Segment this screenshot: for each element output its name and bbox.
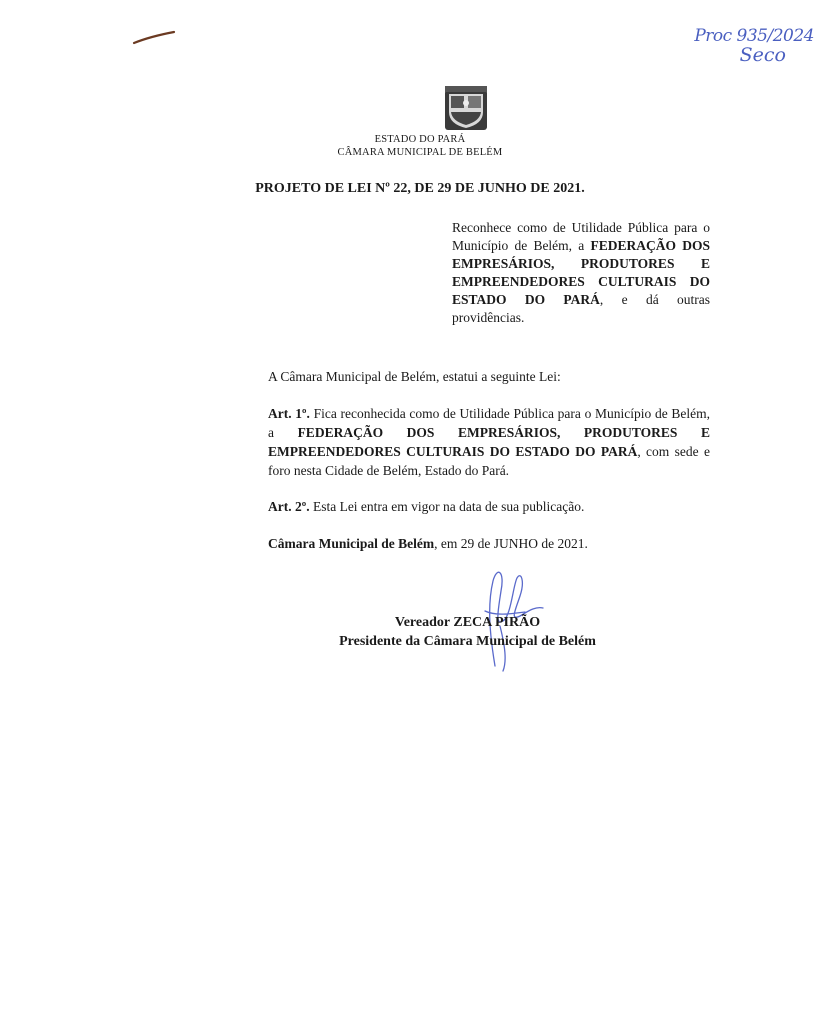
- summary-entity-name: FEDERAÇÃO DOS EMPRESÁRIOS, PRODUTORES E EMPREENDEDORES CULTURAIS DO ESTADO DO PARÁ: [452, 238, 710, 307]
- pen-stroke-mark: [132, 30, 176, 46]
- closing-place: Câmara Municipal de Belém: [268, 536, 435, 551]
- article-1-text-2: , com sede e foro nesta Cidade de Belém, Estado do Pará.: [268, 444, 710, 478]
- article-2-text: Esta Lei entra em vigor na data de sua publicação.: [309, 499, 585, 514]
- process-number: Proc 935/2024: [694, 26, 814, 46]
- enactment-clause: A Câmara Municipal de Belém, estatui a seguinte Lei:: [268, 369, 561, 384]
- signatory-name: Vereador ZECA PIRÃO: [394, 615, 541, 630]
- sector-note: Seco: [739, 44, 786, 66]
- article-1: [268, 404, 710, 480]
- state-header: ESTADO DO PARÁ: [374, 134, 466, 145]
- article-1-entity-name: FEDERAÇÃO DOS EMPRESÁRIOS, PRODUTORES E EMPREENDEDORES CULTURAIS DO ESTADO DO PARÁ: [268, 425, 710, 459]
- closing-date: , em 29 de JUNHO de 2021.: [434, 536, 588, 551]
- handwritten-process-note: [694, 26, 814, 66]
- coat-of-arms-icon: [443, 86, 489, 132]
- article-2: [268, 497, 710, 516]
- summary-text-1: Reconhece como de Utilidade Pública para o Município de Belém, a: [452, 220, 710, 253]
- bill-title: PROJETO DE LEI Nº 22, DE 29 DE JUNHO DE 2021.: [255, 181, 585, 196]
- summary-text-2: , e dá outras providências.: [452, 292, 710, 325]
- closing-line: [268, 534, 710, 553]
- article-2-label: Art. 2º.: [268, 499, 310, 514]
- article-1-text-1: Fica reconhecida como de Utilidade Pública para o Município de Belém, a: [268, 406, 710, 440]
- signatory-role: Presidente da Câmara Municipal de Belém: [339, 634, 596, 649]
- chamber-header: CÂMARA MUNICIPAL DE BELÉM: [337, 147, 503, 158]
- article-1-label: Art. 1º.: [268, 406, 310, 421]
- bill-summary: [452, 219, 710, 327]
